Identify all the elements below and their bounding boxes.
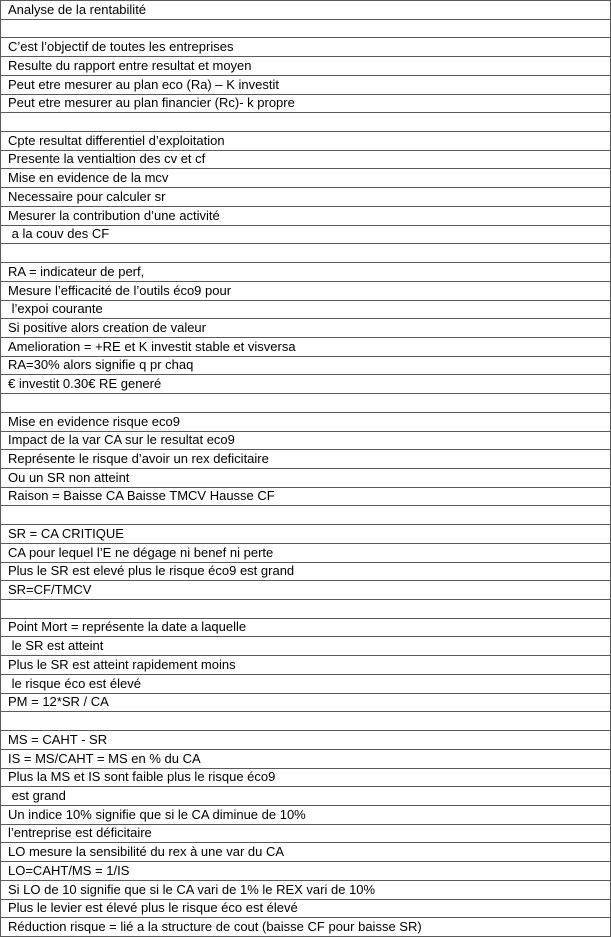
table-row — [0, 562, 611, 581]
table-row — [0, 243, 611, 262]
row-text: Amelioration = +RE et K investit stable et visversa — [8, 338, 296, 354]
table-row — [0, 580, 611, 599]
row-text: Un indice 10% signifie que si le CA diminue de 10% — [8, 806, 306, 822]
table-row — [0, 0, 611, 19]
table-row — [0, 281, 611, 300]
row-text: Cpte resultat differentiel d’exploitation — [8, 132, 225, 148]
row-text: Plus le SR est elevé plus le risque éco9 est grand — [8, 563, 295, 579]
table-row — [0, 636, 611, 655]
table-row — [0, 674, 611, 693]
table-row — [0, 168, 611, 187]
table-row — [0, 730, 611, 749]
table-row — [0, 505, 611, 524]
table-row — [0, 468, 611, 487]
table-row — [0, 618, 611, 637]
row-text: Mise en evidence risque eco9 — [8, 413, 180, 429]
row-text: RA=30% alors signifie q pr chaq — [8, 357, 194, 373]
table-row — [0, 225, 611, 244]
row-text: Peut etre mesurer au plan financier (Rc)- k propre — [8, 95, 295, 111]
table-row — [0, 356, 611, 375]
table-row — [0, 187, 611, 206]
row-text: Mesurer la contribution d’une activité — [8, 207, 220, 223]
table-row — [0, 112, 611, 131]
row-text: l’entreprise est déficitaire — [8, 825, 152, 841]
row-text: Necessaire pour calculer sr — [8, 188, 166, 204]
row-text: Analyse de la rentabilité — [8, 1, 147, 17]
table-row — [0, 75, 611, 94]
table-row — [0, 412, 611, 431]
table-row — [0, 824, 611, 843]
table-row — [0, 880, 611, 899]
table-row — [0, 206, 611, 225]
table-row — [0, 262, 611, 281]
table-row — [0, 711, 611, 730]
row-text: Si positive alors creation de valeur — [8, 319, 206, 335]
table-row — [0, 374, 611, 393]
table-row — [0, 599, 611, 618]
row-text: RA = indicateur de perf, — [8, 263, 145, 279]
table-row — [0, 768, 611, 787]
table-row — [0, 37, 611, 56]
row-text: Plus le levier est élevé plus le risque éco est élevé — [8, 900, 298, 916]
table-row — [0, 56, 611, 75]
row-text: Mise en evidence de la mcv — [8, 170, 169, 186]
row-text: LO mesure la sensibilité du rex à une var du CA — [8, 844, 285, 860]
table-row — [0, 131, 611, 150]
table-row — [0, 19, 611, 38]
table-row — [0, 318, 611, 337]
row-text: Presente la ventialtion des cv et cf — [8, 151, 206, 167]
row-text: est grand — [8, 787, 66, 803]
row-text: a la couv des CF — [8, 226, 110, 242]
table-row — [0, 524, 611, 543]
row-text: Ou un SR non atteint — [8, 469, 130, 485]
row-text: le risque éco est élevé — [8, 675, 141, 691]
row-text: CA pour lequel l’E ne dégage ni benef ni perte — [8, 544, 274, 560]
table-row — [0, 899, 611, 918]
table-row — [0, 150, 611, 169]
table-row — [0, 449, 611, 468]
table-row — [0, 917, 611, 937]
row-text: MS = CAHT - SR — [8, 731, 108, 747]
table-row — [0, 337, 611, 356]
row-text: LO=CAHT/MS = 1/IS — [8, 862, 130, 878]
row-text: Si LO de 10 signifie que si le CA vari de 1% le REX vari de 10% — [8, 881, 376, 897]
table-row — [0, 693, 611, 712]
row-text: Peut etre mesurer au plan eco (Ra) – K investit — [8, 76, 279, 92]
table-row — [0, 431, 611, 450]
table-row — [0, 543, 611, 562]
row-text: l’expoi courante — [8, 301, 103, 317]
row-text: PM = 12*SR / CA — [8, 694, 109, 710]
row-text: IS = MS/CAHT = MS en % du CA — [8, 750, 201, 766]
row-text: € investit 0.30€ RE generé — [8, 376, 162, 392]
row-text: Représente le risque d’avoir un rex deficitaire — [8, 450, 269, 466]
row-text: Impact de la var CA sur le resultat eco9 — [8, 432, 235, 448]
row-text: C’est l’objectif de toutes les entreprises — [8, 39, 234, 55]
table-row — [0, 805, 611, 824]
row-text: Mesure l’efficacité de l’outils éco9 pour — [8, 282, 232, 298]
row-text: SR = CA CRITIQUE — [8, 525, 124, 541]
row-text: Resulte du rapport entre resultat et moyen — [8, 57, 252, 73]
row-text: Plus la MS et IS sont faible plus le risque éco9 — [8, 769, 276, 785]
table-row — [0, 842, 611, 861]
table-row — [0, 300, 611, 319]
row-text: Point Mort = représente la date a laquelle — [8, 619, 247, 635]
table-row — [0, 786, 611, 805]
row-text: SR=CF/TMCV — [8, 582, 92, 598]
table-left-border — [0, 0, 1, 937]
table-row — [0, 487, 611, 506]
table-row — [0, 94, 611, 113]
table-row — [0, 393, 611, 412]
row-text: Raison = Baisse CA Baisse TMCV Hausse CF — [8, 488, 275, 504]
table-row — [0, 749, 611, 768]
table-row — [0, 861, 611, 880]
row-text: Réduction risque = lié a la structure de cout (baisse CF pour baisse SR) — [8, 918, 422, 934]
row-text: Plus le SR est atteint rapidement moins — [8, 656, 236, 672]
row-text: le SR est atteint — [8, 638, 104, 654]
table-row — [0, 655, 611, 674]
